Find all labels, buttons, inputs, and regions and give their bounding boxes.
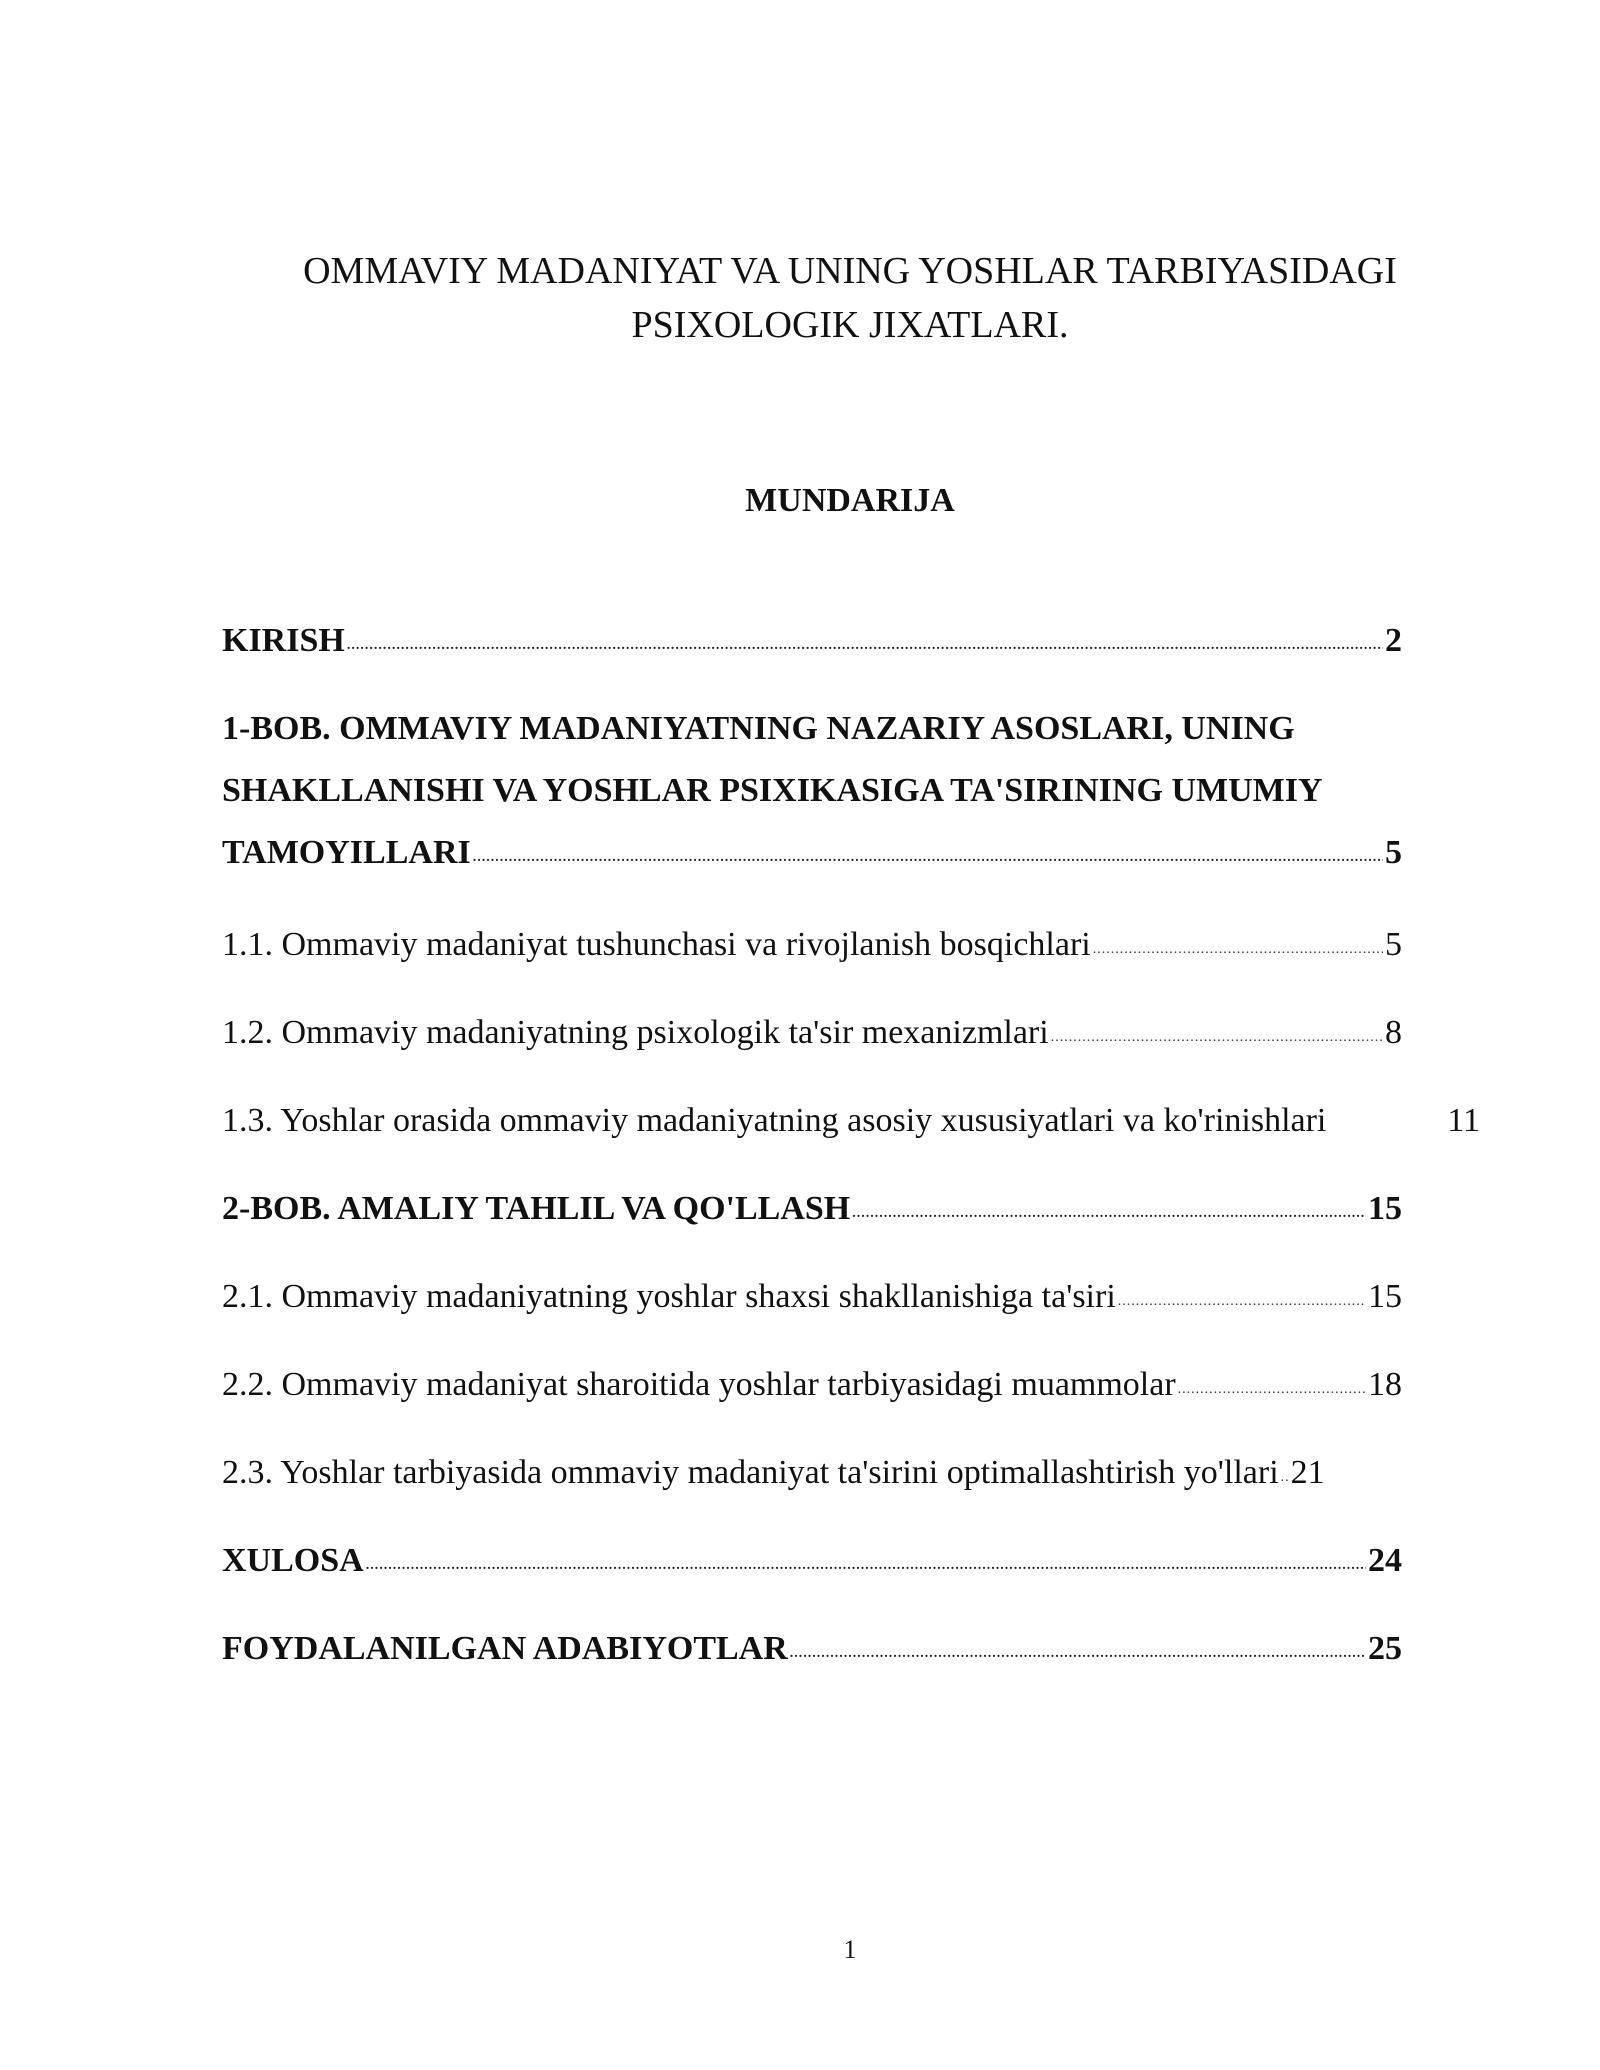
toc-entry-text-line-3: TAMOYILLARI	[222, 834, 471, 871]
toc-entry-section-1-3[interactable]	[222, 1100, 1480, 1142]
toc-entry-references[interactable]	[222, 1628, 1402, 1677]
toc-entry-section-1-2[interactable]	[222, 1012, 1402, 1061]
toc-entry-section-1-1[interactable]	[222, 924, 1402, 973]
dot-leader	[1051, 1017, 1383, 1059]
dot-leader	[366, 1545, 1366, 1587]
toc-entry-text: 1.2. Ommaviy madaniyatning psixologik ta'sir mexanizmlari	[222, 1014, 1049, 1051]
toc-entry-page: 8	[1385, 1014, 1402, 1051]
dot-leader	[852, 1193, 1366, 1235]
dot-leader	[473, 837, 1383, 879]
document-title-line-1: OMMAVIY MADANIYAT VA UNING YOSHLAR TARBIYASIDAGI	[303, 250, 1397, 292]
toc-entry-chapter-1[interactable]	[222, 708, 1402, 881]
dot-leader	[347, 625, 1383, 667]
toc-entry-page: 15	[1368, 1278, 1402, 1315]
dot-leader	[1178, 1369, 1366, 1411]
document-title-line-2: PSIXOLOGIK JIXATLARI.	[631, 304, 1069, 346]
dot-leader	[1118, 1281, 1366, 1323]
toc-entry-text-line-1: 1-BOB. OMMAVIY MADANIYATNING NAZARIY ASOSLARI, UNING	[222, 710, 1295, 747]
toc-entry-page: 15	[1368, 1190, 1402, 1227]
toc-entry-page: 11	[1447, 1102, 1480, 1139]
document-title	[220, 244, 1480, 352]
toc-entry-text-line-2: SHAKLLANISHI VA YOSHLAR PSIXIKASIGA TA'SIRINING UMUMIY	[222, 772, 1323, 809]
toc-entry-page: 24	[1368, 1542, 1402, 1579]
toc-entry-text: 1.3. Yoshlar orasida ommaviy madaniyatning asosiy xususiyatlari va ko'rinishlari	[222, 1102, 1327, 1139]
toc-entry-text: 2.2. Ommaviy madaniyat sharoitida yoshlar tarbiyasidagi muammolar	[222, 1366, 1176, 1403]
toc-entry-page: 18	[1368, 1366, 1402, 1403]
toc-entry-text: 1.1. Ommaviy madaniyat tushunchasi va rivojlanish bosqichlari	[222, 926, 1091, 963]
toc-entry-page: 2	[1385, 622, 1402, 659]
toc-entry-page: 25	[1368, 1630, 1402, 1667]
toc-entry-text: 2.1. Ommaviy madaniyatning yoshlar shaxsi shakllanishiga ta'siri	[222, 1278, 1116, 1315]
dot-leader	[1093, 929, 1383, 971]
toc-entry-section-2-3[interactable]	[222, 1452, 1402, 1501]
toc-heading: MUNDARIJA	[745, 482, 955, 519]
dot-leader	[790, 1633, 1366, 1675]
toc-entry-text: XULOSA	[222, 1542, 364, 1579]
toc-entry-text: KIRISH	[222, 622, 345, 659]
toc-entry-section-2-2[interactable]	[222, 1364, 1402, 1413]
page-number: 1	[843, 1935, 857, 1964]
toc-entry-text: 2-BOB. AMALIY TAHLIL VA QO'LLASH	[222, 1190, 851, 1227]
toc-entry-page: 5	[1385, 834, 1402, 871]
dot-leader	[1281, 1457, 1289, 1499]
toc-entry-kirish[interactable]	[222, 620, 1402, 669]
toc-entry-xulosa[interactable]	[222, 1540, 1402, 1589]
toc-entry-text: 2.3. Yoshlar tarbiyasida ommaviy madaniyat ta'sirini optimallashtirish yo'llari	[222, 1454, 1279, 1491]
toc-entry-page: 21	[1290, 1454, 1325, 1491]
toc-entry-page: 5	[1385, 926, 1402, 963]
toc-entry-chapter-2[interactable]	[222, 1188, 1402, 1237]
toc-entry-text: FOYDALANILGAN ADABIYOTLAR	[222, 1630, 788, 1667]
toc-entry-section-2-1[interactable]	[222, 1276, 1402, 1325]
